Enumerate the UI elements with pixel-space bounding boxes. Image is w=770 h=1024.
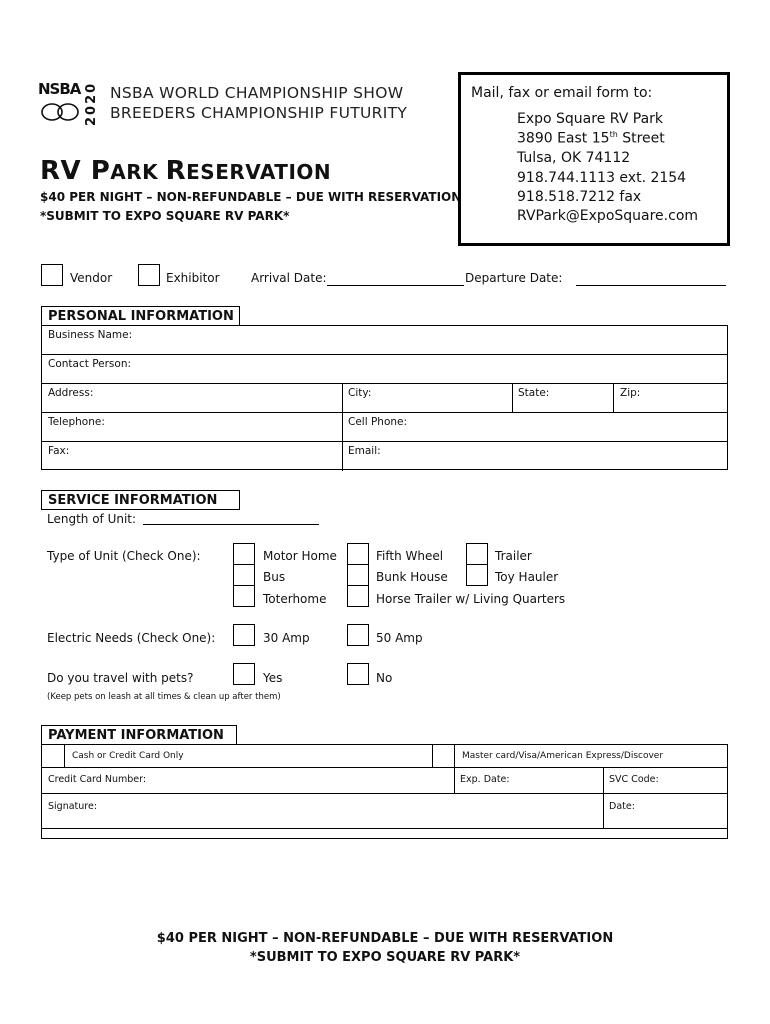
col-divider <box>64 745 65 767</box>
length-of-unit-label: Length of Unit: <box>47 512 137 526</box>
col-divider <box>603 767 604 828</box>
exhibitor-label: Exhibitor <box>166 271 220 285</box>
exhibitor-checkbox[interactable] <box>138 264 160 286</box>
horse-head-logo-icon <box>40 100 80 124</box>
arrival-date-field[interactable] <box>327 285 464 286</box>
card-number-field[interactable]: Credit Card Number: <box>48 774 147 785</box>
mail-line-street: 3890 East 15th Street <box>517 130 665 147</box>
departure-date-field[interactable] <box>576 285 726 286</box>
state-field[interactable]: State: <box>518 387 550 399</box>
toterhome-label: Toterhome <box>263 592 327 606</box>
bunk-house-checkbox[interactable] <box>347 564 369 586</box>
signature-field[interactable]: Signature: <box>48 801 98 812</box>
trailer-label: Trailer <box>495 549 532 563</box>
cash-checkbox[interactable] <box>42 745 64 767</box>
mail-line-name: Expo Square RV Park <box>517 111 664 127</box>
exp-date-field[interactable]: Exp. Date: <box>460 774 510 785</box>
show-name-line-1: NSBA WORLD CHAMPIONSHIP SHOW <box>110 84 404 102</box>
fax-field[interactable]: Fax: <box>48 445 70 457</box>
row-divider <box>42 354 727 355</box>
toy-hauler-label: Toy Hauler <box>495 570 559 584</box>
pets-label: Do you travel with pets? <box>47 671 194 685</box>
length-of-unit-field[interactable] <box>143 524 319 525</box>
pets-yes-label: Yes <box>263 671 283 685</box>
type-of-unit-label: Type of Unit (Check One): <box>47 549 201 563</box>
mail-line-fax: 918.518.7212 fax <box>517 189 642 205</box>
mail-line-email: RVPark@ExpoSquare.com <box>517 208 699 224</box>
payment-info-heading: PAYMENT INFORMATION <box>41 725 237 745</box>
logo-text: NSBA <box>38 80 81 98</box>
col-divider <box>512 383 513 412</box>
row-divider <box>42 383 727 384</box>
bunk-house-label: Bunk House <box>376 570 448 584</box>
business-name-field[interactable]: Business Name: <box>48 329 133 341</box>
row-divider <box>42 767 727 768</box>
email-field[interactable]: Email: <box>348 445 381 457</box>
fifth-wheel-checkbox[interactable] <box>347 543 369 565</box>
col-divider <box>342 383 343 471</box>
submit-notice: *SUBMIT TO EXPO SQUARE RV PARK* <box>40 209 290 223</box>
telephone-field[interactable]: Telephone: <box>48 416 105 428</box>
motor-home-label: Motor Home <box>263 549 337 563</box>
credit-card-checkbox[interactable] <box>433 745 454 767</box>
fifth-wheel-label: Fifth Wheel <box>376 549 444 563</box>
pets-no-label: No <box>376 671 393 685</box>
trailer-checkbox[interactable] <box>466 543 488 565</box>
vendor-label: Vendor <box>70 271 113 285</box>
cell-phone-field[interactable]: Cell Phone: <box>348 416 408 428</box>
city-field[interactable]: City: <box>348 387 372 399</box>
pets-note: (Keep pets on leash at all times & clean up after them) <box>47 692 281 702</box>
toterhome-checkbox[interactable] <box>233 585 255 607</box>
logo-year: 2020 <box>84 81 99 126</box>
zip-field[interactable]: Zip: <box>620 387 641 399</box>
horse-trailer-label: Horse Trailer w/ Living Quarters <box>376 592 566 606</box>
address-field[interactable]: Address: <box>48 387 94 399</box>
price-notice: $40 PER NIGHT – NON-REFUNDABLE – DUE WITH RESERVATION <box>40 190 462 204</box>
col-divider <box>454 745 455 793</box>
mail-line-phone: 918.744.1113 ext. 2154 <box>517 170 687 186</box>
pets-yes-checkbox[interactable] <box>233 663 255 685</box>
mail-heading: Mail, fax or email form to: <box>471 85 653 101</box>
payment-info-table <box>41 744 728 839</box>
pets-no-checkbox[interactable] <box>347 663 369 685</box>
50-amp-checkbox[interactable] <box>347 624 369 646</box>
svc-code-field[interactable]: SVC Code: <box>609 774 659 785</box>
30-amp-label: 30 Amp <box>263 631 310 645</box>
mail-line-city: Tulsa, OK 74112 <box>517 150 631 166</box>
page-title: RV PARK RESERVATION <box>40 156 332 186</box>
motor-home-checkbox[interactable] <box>233 543 255 565</box>
mail-to-box <box>458 72 730 246</box>
vendor-checkbox[interactable] <box>41 264 63 286</box>
bus-label: Bus <box>263 570 286 584</box>
cash-label: Cash or Credit Card Only <box>72 751 184 761</box>
row-divider <box>42 441 727 442</box>
service-info-heading: SERVICE INFORMATION <box>41 490 240 510</box>
30-amp-checkbox[interactable] <box>233 624 255 646</box>
col-divider <box>613 383 614 412</box>
row-divider <box>42 793 727 794</box>
footer-submit-notice: *SUBMIT TO EXPO SQUARE RV PARK* <box>249 950 521 965</box>
arrival-date-label: Arrival Date: <box>251 271 327 285</box>
toy-hauler-checkbox[interactable] <box>466 564 488 586</box>
bus-checkbox[interactable] <box>233 564 255 586</box>
50-amp-label: 50 Amp <box>376 631 423 645</box>
row-divider <box>42 412 727 413</box>
electric-needs-label: Electric Needs (Check One): <box>47 631 216 645</box>
date-field[interactable]: Date: <box>609 801 635 812</box>
card-types-label: Master card/Visa/American Express/Discover <box>462 751 664 761</box>
personal-info-heading: PERSONAL INFORMATION <box>41 306 240 326</box>
contact-person-field[interactable]: Contact Person: <box>48 358 132 370</box>
footer-price-notice: $40 PER NIGHT – NON-REFUNDABLE – DUE WITH RESERVATION <box>156 931 614 946</box>
show-name-line-2: BREEDERS CHAMPIONSHIP FUTURITY <box>110 104 408 122</box>
personal-info-table <box>41 325 728 470</box>
horse-trailer-checkbox[interactable] <box>347 585 369 607</box>
nsba-logo <box>38 80 82 126</box>
row-divider <box>42 828 727 829</box>
departure-date-label: Departure Date: <box>465 271 563 285</box>
